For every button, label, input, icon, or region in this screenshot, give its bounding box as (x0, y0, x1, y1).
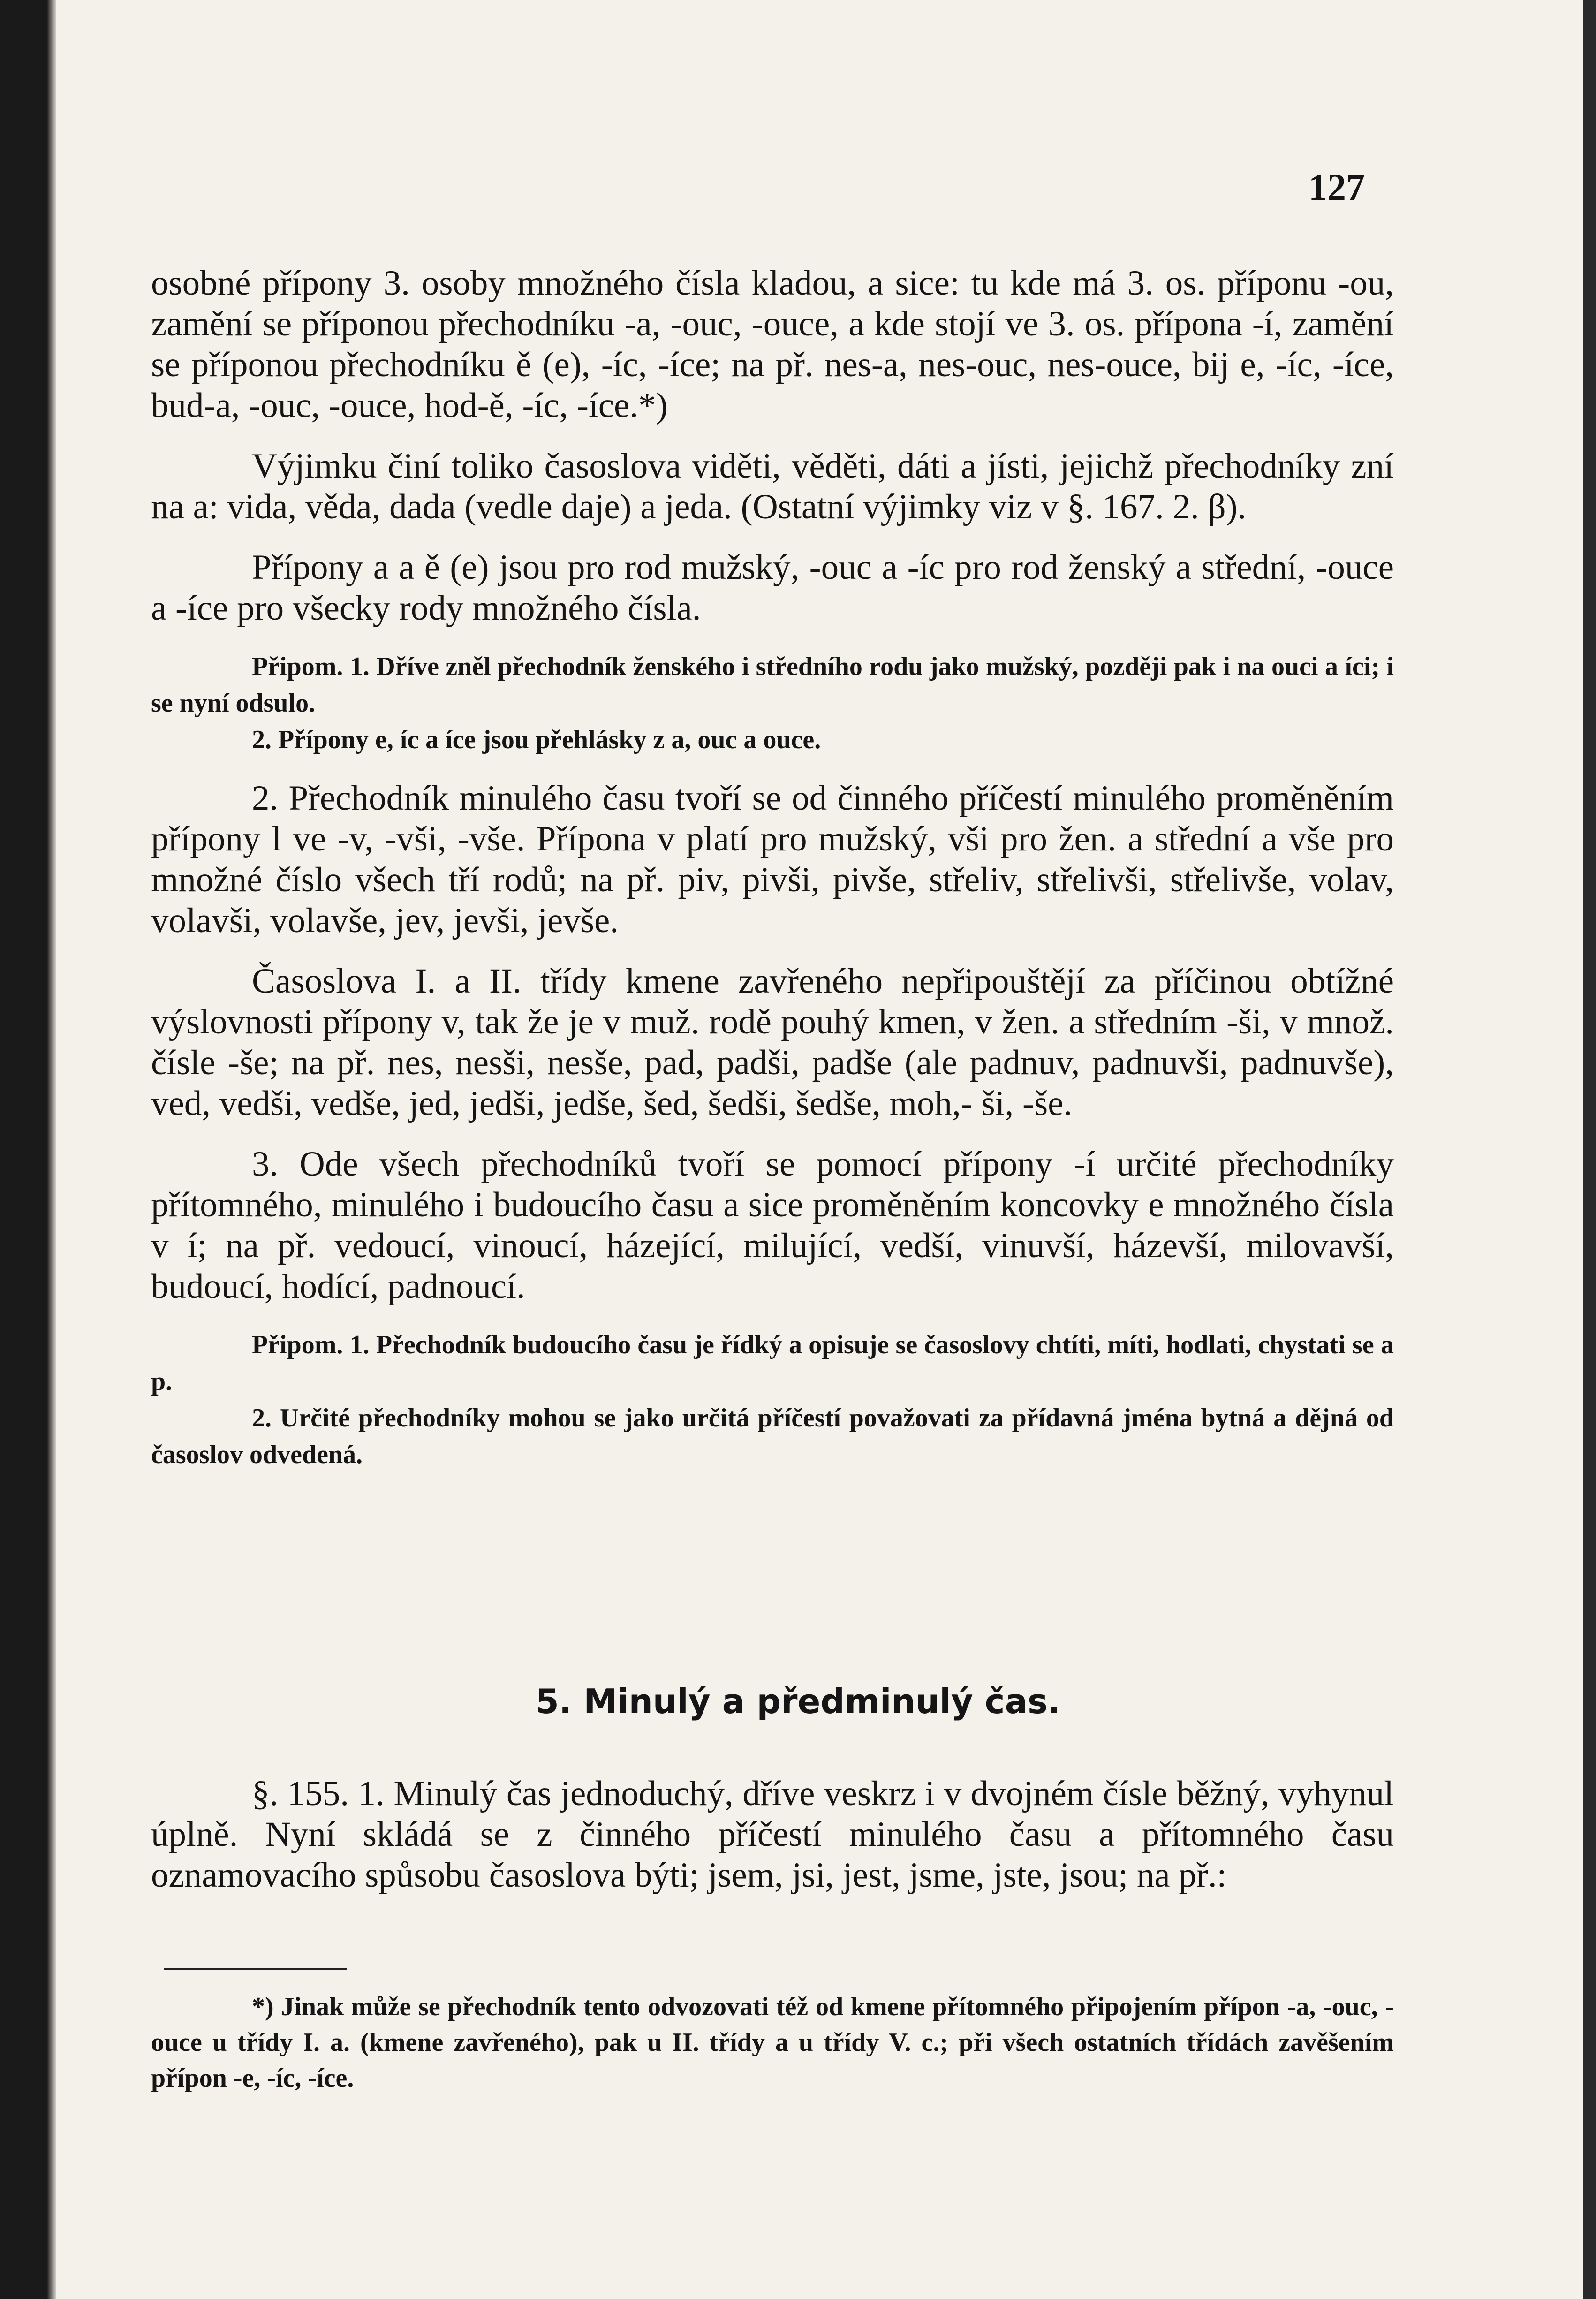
note-1 (151, 648, 1394, 758)
note-2 (151, 1327, 1394, 1473)
page-right-edge (1583, 0, 1596, 2299)
paragraph-closed-stem-verbs: Časoslova I. a II. třídy kmene zavřeného nepřipouštějí za příčinou obtížné výslovnosti přípony v, tak že je v muž. rodě pouhý kmen, v žen. a středním -ši, v množ. čísle -še; na př. nes, nesši, nesše, pad, padši, padše (ale padnuv, padnuvši, padnuvše), ved, vedši, vedše, jed, jedši, jedše, šed, šedši, šedše, moh,- ši, -še. (151, 962, 1394, 1123)
note-1-item-1: Připom. 1. Dříve zněl přechodník ženského i středního rodu jako mužský, později pak i na ouci a íci; i se nyní odsulo. (151, 652, 1394, 718)
footnote-text: *) Jinak může se přechodník tento odvozovati též od kmene přítomného připojením přípon -a, -ouc, -ouce u třídy I. a. (kmene zavřeného), pak u II. třídy a u třídy V. c.; při všech ostatních třídách zavěšením přípon -e, -íc, -íce. (151, 1992, 1394, 2093)
paragraph-past-transgressive: 2. Přechodník minulého času tvoří se od činného příčestí minulého proměněním přípony l ve -v, -vši, -vše. Přípona v platí pro mužský, vši pro žen. a střední a vše pro množné číslo všech tří rodů; na př. piv, pivši, pivše, střeliv, střelivši, střelivše, volav, volavši, volavše, jev, jevši, jevše. (151, 779, 1394, 940)
paragraph-section-155: §. 155. 1. Minulý čas jednoduchý, dříve veskrz i v dvojném čísle běžný, vyhynul úplně. Nyní skládá se z činného příčestí minulého času a přítomného času oznamovacího spůsobu časoslova býti; jsem, jsi, jest, jsme, jste, jsou; na př.: (151, 1774, 1394, 1895)
book-binding-edge (0, 0, 56, 2299)
footnote (151, 1989, 1394, 2096)
main-text-upper (151, 263, 1394, 1473)
note-2-item-2: 2. Určité přechodníky mohou se jako určitá příčestí považovati za přídavná jména bytná a dějná od časoslov odvedená. (151, 1404, 1394, 1469)
footnote-divider (164, 1968, 347, 1970)
note-1-item-2: 2. Přípony e, íc a íce jsou přehlásky z a, ouc a ouce. (252, 725, 821, 754)
section-heading: 5. Minulý a předminulý čas. (535, 1682, 1061, 1721)
paragraph-definite-transgressives: 3. Ode všech přechodníků tvoří se pomocí přípony -í určité přechodníky přítomného, minulého i budoucího času a sice proměněním koncovky e množného čísla v í; na př. vedoucí, vinoucí, házející, milující, vedší, vinuvší, házevší, milovavší, budoucí, hodící, padnoucí. (151, 1145, 1394, 1306)
main-text-lower (151, 1773, 1394, 1896)
paragraph-exceptions: Výjimku činí toliko časoslova viděti, věděti, dáti a jísti, jejichž přechodníky zní na a: vida, věda, dada (vedle daje) a jeda. (Ostatní výjimky viz v §. 167. 2. β). (151, 447, 1394, 526)
paragraph-suffix-genders: Přípony a a ě (e) jsou pro rod mužský, -ouc a -íc pro rod ženský a střední, -ouce a -íce pro všecky rody množného čísla. (151, 548, 1394, 628)
paragraph-suffixes-third-person: osobné přípony 3. osoby množného čísla kladou, a sice: tu kde má 3. os. příponu -ou, zamění se příponou přechodníku -a, -ouc, -ouce, a kde stojí ve 3. os. přípona -í, zamění se příponou přechodníku ě (e), -íc, -íce; na př. nes-a, nes-ouc, nes-ouce, bij e, -íc, -íce, bud-a, -ouc, -ouce, hod-ě, -íc, -íce.*) (151, 264, 1394, 425)
page-number: 127 (1309, 167, 1365, 208)
note-2-item-1: Připom. 1. Přechodník budoucího času je řídký a opisuje se časoslovy chtíti, míti, hodlati, chystati se a p. (151, 1330, 1394, 1396)
